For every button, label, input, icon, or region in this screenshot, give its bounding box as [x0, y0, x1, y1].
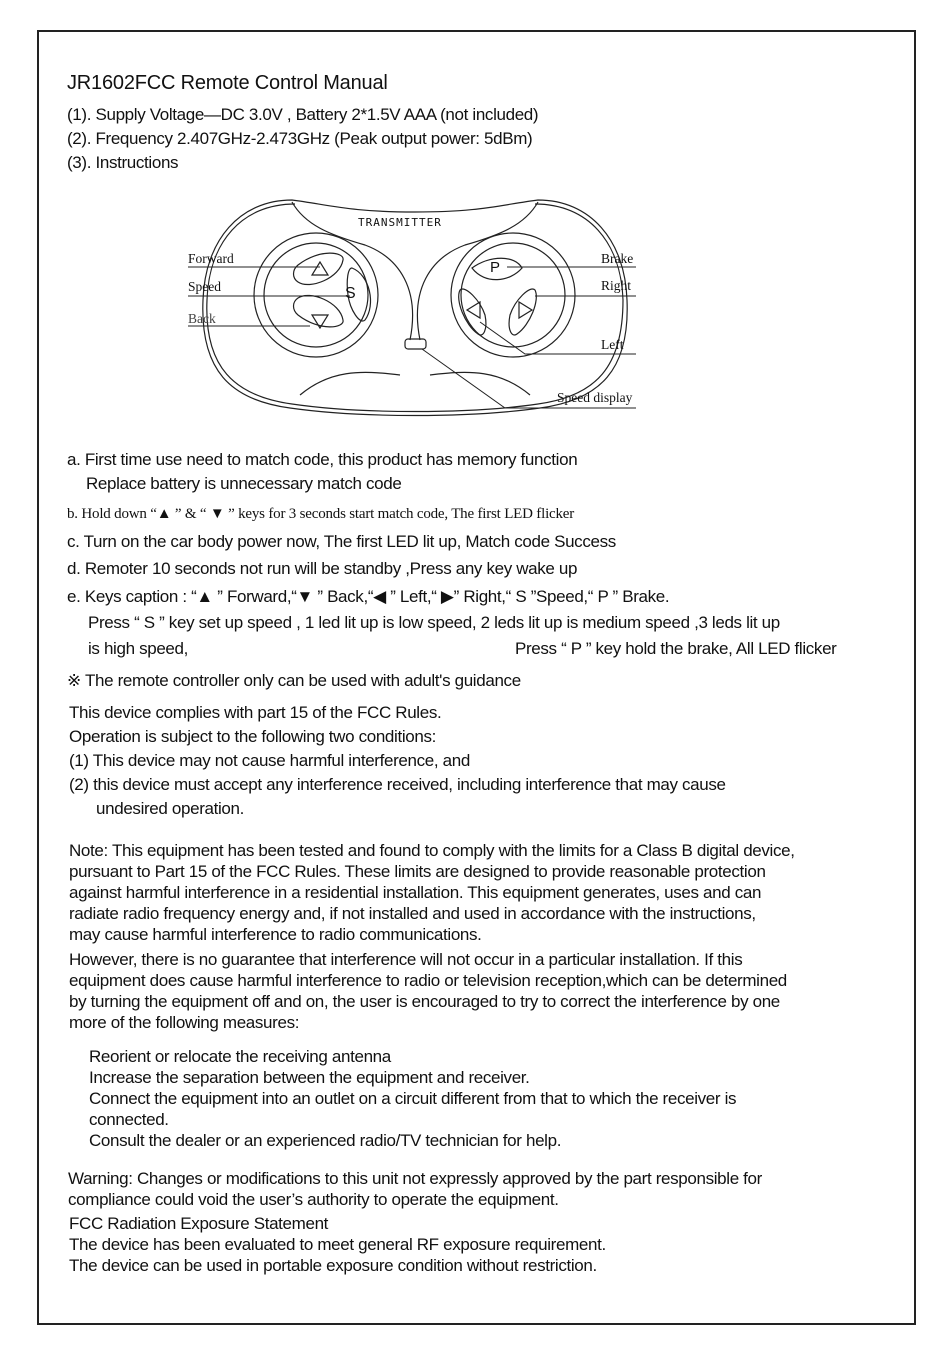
rf-heading: FCC Radiation Exposure Statement — [69, 1214, 329, 1233]
note-line: may cause harmful interference to radio communications. — [69, 925, 482, 944]
step-a-note: Replace battery is unnecessary match code — [86, 474, 402, 493]
fcc-line: (2) this device must accept any interference received, including interference that may cause — [69, 775, 726, 794]
step-e-high: is high speed, — [88, 639, 189, 658]
step-e: e. Keys caption : “▲ ” Forward,“▼ ” Back,“◀ ” Left,“ ▶” Right,“ S ”Speed,“ P ” Brake. — [67, 587, 670, 606]
warning-line: Warning: Changes or modifications to this unit not expressly approved by the part responsible for — [68, 1169, 762, 1188]
label-brake: Brake — [601, 251, 634, 266]
spec-instructions: (3). Instructions — [67, 153, 179, 172]
however-line: by turning the equipment off and on, the user is encouraged to try to correct the interference by one — [69, 992, 780, 1011]
however-line: more of the following measures: — [69, 1013, 300, 1032]
fcc-line: This device complies with part 15 of the FCC Rules. — [69, 703, 442, 722]
label-speed-display: Speed display — [557, 390, 633, 405]
step-d: d. Remoter 10 seconds not run will be standby ,Press any key wake up — [67, 559, 578, 578]
manual-title: JR1602FCC Remote Control Manual — [67, 72, 388, 94]
label-left: Left — [601, 337, 624, 352]
however-line: equipment does cause harmful interference to radio or television reception,which can be determined — [69, 971, 787, 990]
fcc-line: Operation is subject to the following two conditions: — [69, 727, 436, 746]
rf-line: The device has been evaluated to meet general RF exposure requirement. — [69, 1235, 606, 1254]
label-right: Right — [601, 278, 632, 293]
transmitter-brand: TRANSMITTER — [358, 216, 442, 229]
step-e-speed: Press “ S ” key set up speed , 1 led lit up is low speed, 2 leds lit up is medium speed ,3 leds lit up — [88, 613, 780, 632]
warning-line: compliance could void the user’s authority to operate the equipment. — [68, 1190, 559, 1209]
note-line: Note: This equipment has been tested and found to comply with the limits for a Class B digital device, — [69, 841, 795, 860]
however-line: However, there is no guarantee that interference will not occur in a particular installation. If this — [69, 950, 743, 969]
spec-frequency: (2). Frequency 2.407GHz-2.473GHz (Peak output power: 5dBm) — [67, 129, 533, 148]
speed-key: S — [345, 285, 356, 302]
step-b: b. Hold down “▲ ” & “ ▼ ” keys for 3 seconds start match code, The first LED flicker — [67, 506, 575, 522]
adult-warning: ※ The remote controller only can be used with adult's guidance — [67, 671, 521, 690]
measure-item: Consult the dealer or an experienced radio/TV technician for help. — [89, 1131, 562, 1150]
label-back: Back — [188, 311, 216, 326]
note-line: radiate radio frequency energy and, if not installed and used in accordance with the instructions, — [69, 904, 756, 923]
spec-voltage: (1). Supply Voltage—DC 3.0V , Battery 2*1.5V AAA (not included) — [67, 105, 539, 124]
step-e-brake: Press “ P ” key hold the brake, All LED flicker — [515, 639, 837, 658]
measure-item: Connect the equipment into an outlet on a circuit different from that to which the receiver is — [89, 1089, 737, 1108]
label-speed: Speed — [188, 279, 221, 294]
fcc-line: (1) This device may not cause harmful interference, and — [69, 751, 470, 770]
fcc-line: undesired operation. — [96, 799, 245, 818]
brake-key: P — [490, 259, 501, 276]
label-forward: Forward — [188, 251, 234, 266]
measure-item: connected. — [89, 1110, 169, 1129]
measure-item: Reorient or relocate the receiving antenna — [89, 1047, 391, 1066]
note-line: pursuant to Part 15 of the FCC Rules. These limits are designed to provide reasonable protection — [69, 862, 766, 881]
rf-line: The device can be used in portable exposure condition without restriction. — [69, 1256, 597, 1275]
step-c: c. Turn on the car body power now, The first LED lit up, Match code Success — [67, 532, 616, 551]
step-a: a. First time use need to match code, this product has memory function — [67, 450, 578, 469]
note-line: against harmful interference in a residential installation. This equipment generates, uses and can — [69, 883, 762, 902]
remote-diagram — [180, 190, 650, 420]
measure-item: Increase the separation between the equipment and receiver. — [89, 1068, 530, 1087]
